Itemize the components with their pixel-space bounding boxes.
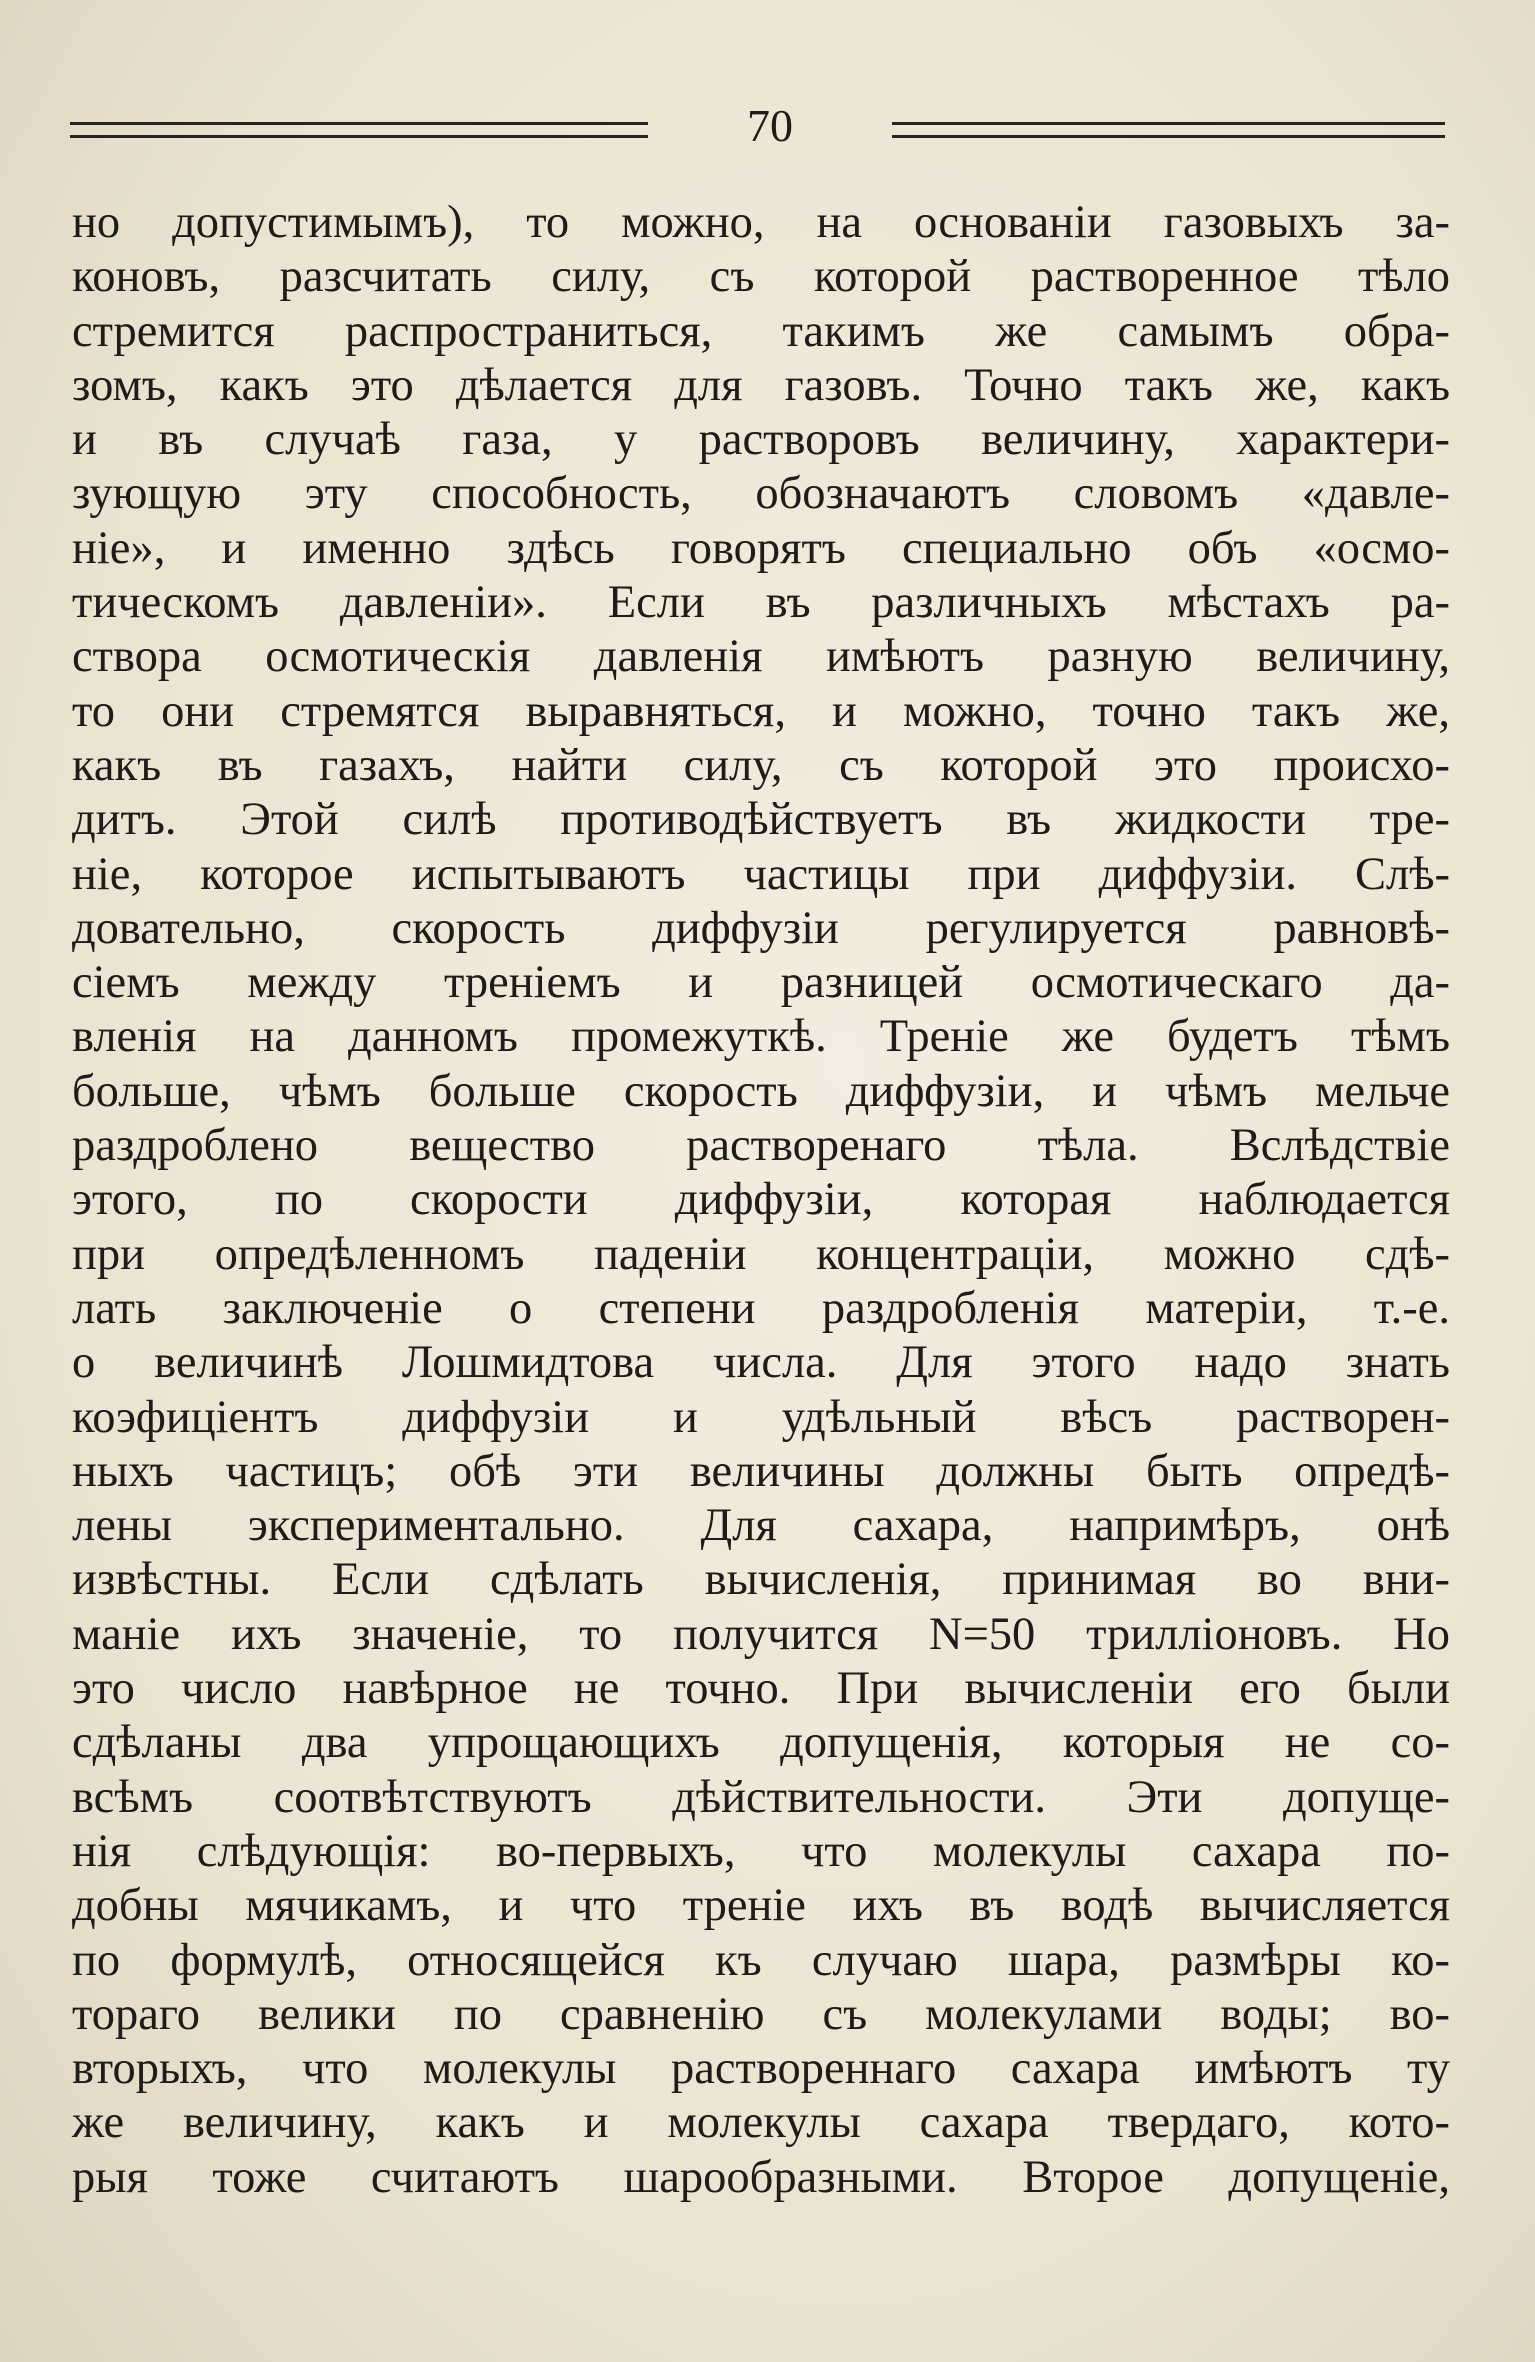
text-line: и въ случаѣ газа, у растворовъ величину, характери- [72, 414, 1450, 466]
text-line: вторыхъ, что молекулы раствореннаго сахара имѣютъ ту [72, 2043, 1450, 2095]
text-line: лены экспериментально. Для сахара, напримѣръ, онѣ [72, 1500, 1450, 1552]
text-line: вленiя на данномъ промежуткѣ. Тренiе же будетъ тѣмъ [72, 1011, 1450, 1063]
text-line: по формулѣ, относящейся къ случаю шара, размѣры ко- [72, 1934, 1450, 1986]
text-line: сiемъ между тренiемъ и разницей осмотическаго да- [72, 957, 1450, 1009]
text-line: нiе», и именно здѣсь говорятъ специально объ «осмо- [72, 522, 1450, 574]
text-line: стремится распространиться, такимъ же самымъ обра- [72, 305, 1450, 357]
text-line: извѣстны. Если сдѣлать вычисленiя, принимая во вни- [72, 1554, 1450, 1606]
text-line: зомъ, какъ это дѣлается для газовъ. Точно такъ же, какъ [72, 359, 1450, 411]
text-line: коновъ, разсчитать силу, съ которой растворенное тѣло [72, 251, 1450, 303]
text-line: то они стремятся выравняться, и можно, точно такъ же, [72, 685, 1450, 737]
text-line: добны мячикамъ, и что тренiе ихъ въ водѣ вычисляется [72, 1880, 1450, 1932]
text-line: нiя слѣдующiя: во-первыхъ, что молекулы сахара по- [72, 1825, 1450, 1877]
body-text [72, 196, 1450, 2205]
text-line: дитъ. Этой силѣ противодѣйствуетъ въ жидкости тре- [72, 794, 1450, 846]
text-line: створа осмотическiя давленiя имѣютъ разную величину, [72, 631, 1450, 683]
text-line: довательно, скорость диффузiи регулируется равновѣ- [72, 902, 1450, 954]
text-line: сдѣланы два упрощающихъ допущенiя, которыя не со- [72, 1717, 1450, 1769]
text-line: коэфицiентъ диффузiи и удѣльный вѣсъ растворен- [72, 1391, 1450, 1443]
right-double-rule [892, 122, 1445, 138]
text-line: этого, по скорости диффузiи, которая наблюдается [72, 1174, 1450, 1226]
page-header [70, 100, 1445, 160]
text-line: раздроблено вещество растворенаго тѣла. Вслѣдствiе [72, 1120, 1450, 1172]
text-line: нiе, которое испытываютъ частицы при диффузiи. Слѣ- [72, 848, 1450, 900]
left-double-rule [70, 122, 648, 138]
text-line: тическомъ давленiи». Если въ различныхъ мѣстахъ ра- [72, 577, 1450, 629]
text-line: это число навѣрное не точно. При вычисленiи его были [72, 1663, 1450, 1715]
text-line: зующую эту способность, обозначаютъ словомъ «давле- [72, 468, 1450, 520]
text-line: же величину, какъ и молекулы сахара твердаго, кото- [72, 2097, 1450, 2149]
text-line: о величинѣ Лошмидтова числа. Для этого надо знать [72, 1337, 1450, 1389]
text-line: при опредѣленномъ паденiи концентрацiи, можно сдѣ- [72, 1228, 1450, 1280]
text-line: всѣмъ соотвѣтствуютъ дѣйствительности. Эти допуще- [72, 1771, 1450, 1823]
page-number: 70 [747, 100, 793, 151]
text-line: манiе ихъ значенiе, то получится N=50 триллiоновъ. Но [72, 1608, 1450, 1660]
text-line: ныхъ частицъ; обѣ эти величины должны быть опредѣ- [72, 1445, 1450, 1497]
text-line: больше, чѣмъ больше скорость диффузiи, и чѣмъ мельче [72, 1065, 1450, 1117]
text-line: рыя тоже считаютъ шарообразными. Второе допущенiе, [72, 2151, 1450, 2203]
text-line: тораго велики по сравненiю съ молекулами воды; во- [72, 1988, 1450, 2040]
text-line: но допустимымъ), то можно, на основанiи газовыхъ за- [72, 197, 1450, 248]
text-line: какъ въ газахъ, найти силу, съ которой это происхо- [72, 739, 1450, 791]
text-line: лать заключенiе о степени раздробленiя матерiи, т.-е. [72, 1282, 1450, 1334]
